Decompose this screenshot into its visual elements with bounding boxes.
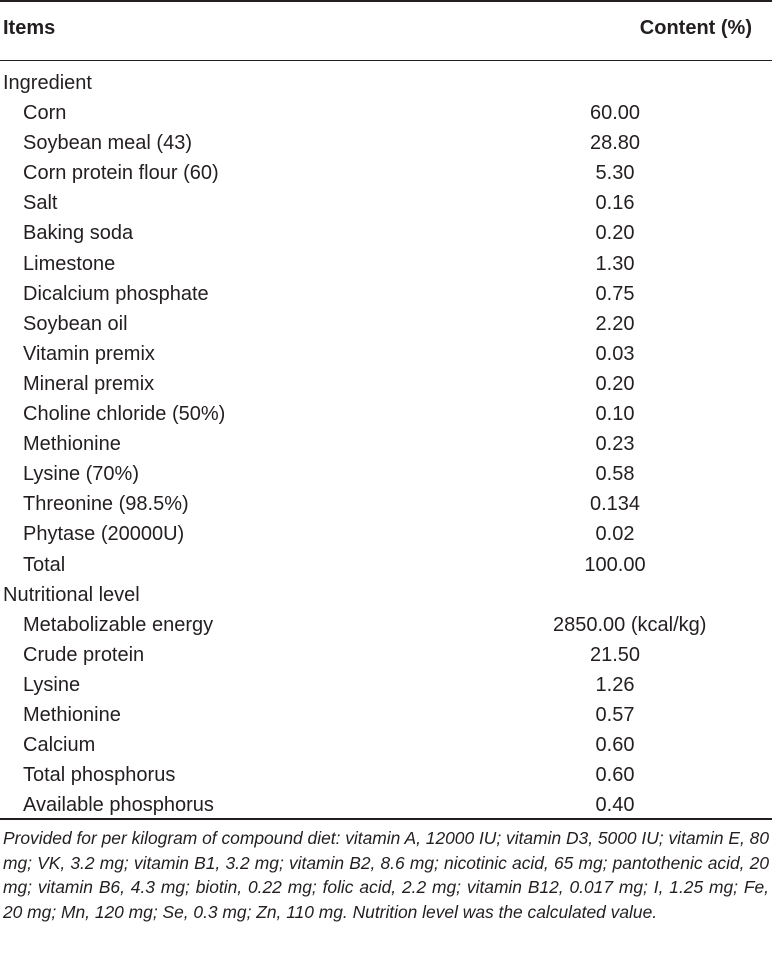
table-row [0,760,772,790]
section-heading-ingredient [0,68,772,98]
row-value: 0.40 [595,794,635,817]
table-footnote: Provided for per kilogram of compound diet: vitamin A, 12000 IU; vitamin D3, 5000 IU; vitamin E, 80 mg; VK, 3.2 mg; vitamin B1, 3.2 mg; vitamin B2, 8.6 mg; nicotinic acid, 65 mg; pantothenic acid, 20 mg; vitamin B6, 4.3 mg; biotin, 0.22 mg; folic acid, 2.2 mg; vitamin B12, 0.017 mg; I, 1.25 mg; Fe, 20 mg; Mn, 120 mg; Se, 0.3 mg; Zn, 110 mg. Nutrition level was the calculated value. [3,828,769,922]
section-heading-nutritional [0,580,772,610]
content-column-header: Content (%) [639,17,752,39]
table-row [0,279,772,309]
table-row [0,730,772,760]
row-value: 0.23 [595,433,635,456]
table-row [0,399,772,429]
row-value: 60.00 [589,102,641,125]
row-value: 0.134 [589,493,641,516]
table-row [0,128,772,158]
row-label: Methionine [23,703,121,726]
header-rule [0,60,772,61]
table-row-total [0,550,772,580]
row-label: Dicalcium phosphate [23,282,209,305]
row-value: 0.10 [595,403,635,426]
row-label: Crude protein [23,643,145,666]
row-label: Salt [23,192,58,215]
table-row [0,700,772,730]
row-value: 0.60 [595,734,635,757]
row-label: Vitamin premix [23,342,155,365]
row-value: 0.57 [595,703,635,726]
row-value: 0.02 [595,523,635,546]
table-row [0,339,772,369]
row-label: Total [23,553,66,576]
table-row [0,640,772,670]
row-value: 0.75 [595,282,635,305]
row-label: Threonine (98.5%) [23,493,189,516]
bottom-rule [0,818,772,820]
table-row [0,610,772,640]
table-row [0,309,772,339]
row-label: Phytase (20000U) [23,523,185,546]
section-title: Nutritional level [3,583,140,606]
row-label: Metabolizable energy [23,613,214,636]
table-row [0,249,772,279]
row-value: 1.26 [595,673,635,696]
table-row [0,670,772,700]
row-label: Choline chloride (50%) [23,403,226,426]
table-row [0,429,772,459]
row-label: Corn protein flour (60) [23,162,219,185]
row-value: 21.50 [589,643,641,666]
row-label: Total phosphorus [23,764,176,787]
row-label: Baking soda [23,222,134,245]
row-label: Methionine [23,433,121,456]
table-row [0,158,772,188]
row-value: 0.20 [595,222,635,245]
row-value: 2.20 [595,312,635,335]
row-label: Mineral premix [23,372,155,395]
table-row [0,489,772,519]
table-row [0,98,772,128]
row-label: Available phosphorus [23,794,214,817]
row-value: 0.60 [595,764,635,787]
row-label: Lysine [23,673,81,696]
section-title: Ingredient [3,72,92,94]
items-column-header: Items [3,17,56,39]
table-header [0,0,772,60]
table-row [0,790,772,820]
row-label: Limestone [23,252,116,275]
row-label: Lysine (70%) [23,463,139,486]
table-body [0,68,772,820]
table-row [0,369,772,399]
row-value: 100.00 [584,553,646,576]
row-label: Calcium [23,734,96,757]
row-value: 0.16 [595,192,635,215]
row-label: Corn [23,102,67,125]
row-value: 5.30 [595,162,635,185]
row-value: 2850.00 (kcal/kg) [553,613,707,636]
table-row [0,459,772,489]
table-row [0,188,772,218]
row-value: 0.03 [595,342,635,365]
table-row [0,218,772,248]
row-label: Soybean oil [23,312,128,335]
row-value: 1.30 [595,252,635,275]
row-value: 0.20 [595,372,635,395]
table-row [0,519,772,549]
row-value: 0.58 [595,463,635,486]
row-label: Soybean meal (43) [23,132,192,155]
row-value: 28.80 [589,132,641,155]
